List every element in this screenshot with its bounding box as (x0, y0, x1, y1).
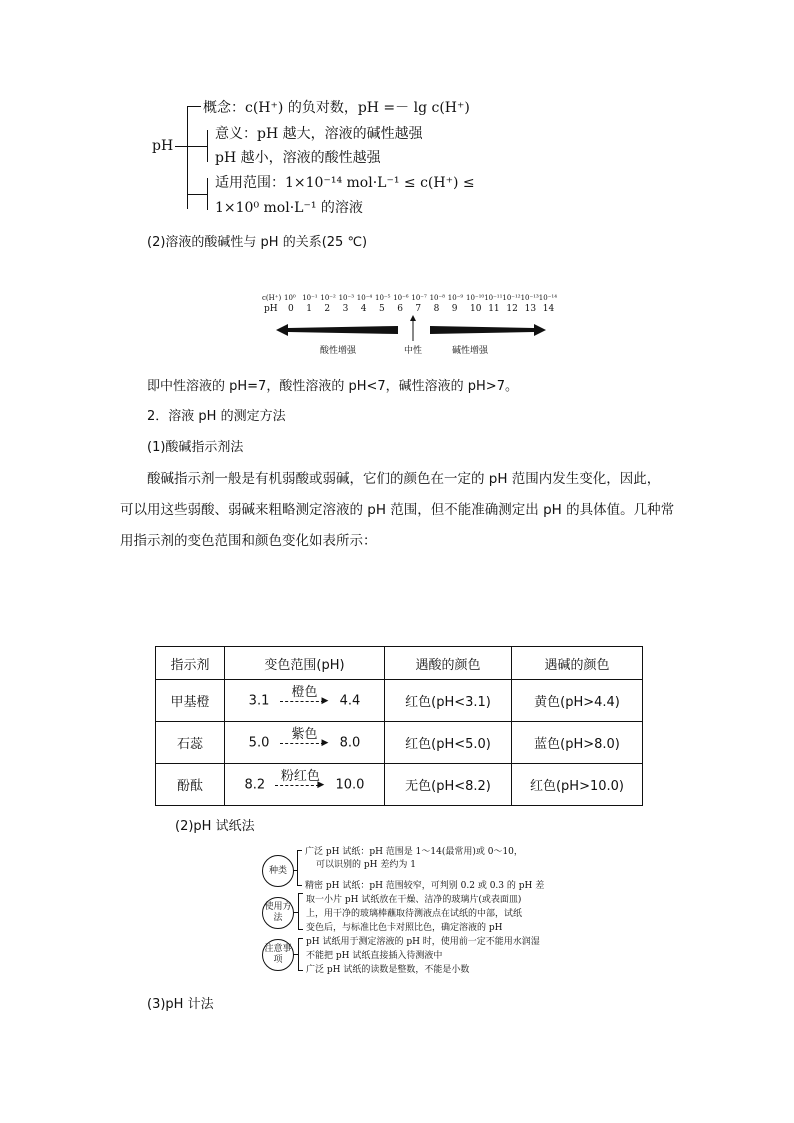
range-cell: 5.0 紫色 ▶ 8.0 (225, 722, 385, 764)
ph-root-label: pH (152, 138, 174, 154)
use-line-2: 上，用干净的玻璃棒蘸取待测液点在试纸的中部，试纸 (306, 909, 523, 919)
note-line-1: pH 试纸用于测定溶液的 pH 时，使用前一定不能用水润湿 (306, 937, 540, 947)
ph-tick-label: 12 (506, 304, 518, 314)
ch-tick-label: 10⁻⁷ (411, 294, 427, 302)
subsection-1-heading: (1)酸碱指示剂法 (147, 440, 244, 455)
meaning-line-2: pH 越小，溶液的酸性越强 (215, 150, 381, 166)
table-header-row (156, 647, 643, 680)
range-line-1: 适用范围：1×10⁻¹⁴ mol·L⁻¹ ≤ c(H⁺) ≤ (215, 175, 475, 191)
acid-label: 酸性增强 (320, 346, 357, 356)
note-line-2: 不能把 pH 试纸直接插入待测液中 (306, 951, 443, 961)
indicator-name: 石蕊 (156, 722, 225, 764)
range-cell: 8.2 粉红色 ▶ 10.0 (225, 764, 385, 806)
use-line-3: 变色后，与标准比色卡对照比色，确定溶液的 pH (306, 923, 503, 933)
ph-tick-label: 2 (324, 304, 331, 314)
indicator-table (155, 646, 643, 806)
table-row (156, 680, 643, 722)
subsection-3-heading: (3)pH 计法 (147, 997, 214, 1012)
base-color: 红色(pH>10.0) (512, 764, 643, 806)
base-color: 蓝色(pH>8.0) (512, 722, 643, 764)
ch-tick-label: 10⁻³ (338, 294, 355, 302)
range-line-2: 1×10⁰ mol·L⁻¹ 的溶液 (215, 200, 363, 216)
ph-tick-label: 6 (397, 304, 403, 314)
note-circle: 注意事项 (262, 939, 294, 971)
indicator-name: 甲基橙 (156, 680, 225, 722)
concept-line: 概念：c(H⁺) 的负对数，pH =－ lg c(H⁺) (203, 100, 470, 116)
range-color: 橙色 (291, 684, 318, 700)
range-color: 粉红色 (280, 768, 320, 784)
base-color: 黄色(pH>4.4) (512, 680, 643, 722)
base-arrow (430, 323, 546, 337)
kinds-line-2: 可以识别的 pH 差约为 1 (316, 860, 416, 870)
ph-label: pH (264, 304, 278, 314)
section-title-2: (2)溶液的酸碱性与 pH 的关系(25 ℃) (147, 235, 368, 250)
ch-tick-label: 10⁻⁸ (429, 294, 446, 302)
kinds-circle: 种类 (262, 855, 294, 887)
subsection-2-heading: (2)pH 试纸法 (175, 819, 255, 834)
ch-label: c(H⁺) (262, 294, 282, 302)
ch-tick-label: 10⁰ (284, 294, 296, 302)
ph-tick-label: 5 (379, 304, 385, 314)
ph-tick-label: 13 (524, 304, 537, 314)
header-base: 遇碱的颜色 (512, 647, 643, 680)
ph-tick-label: 8 (433, 304, 440, 314)
range-color: 紫色 (291, 726, 318, 742)
neutral-sentence: 即中性溶液的 pH=7，酸性溶液的 pH<7，碱性溶液的 pH>7。 (147, 379, 518, 394)
ch-tick-label: 10⁻¹² (502, 294, 521, 302)
paragraph-line-1: 酸碱指示剂一般是有机弱酸或弱碱，它们的颜色在一定的 pH 范围内发生变化，因此， (147, 471, 661, 487)
ph-tick-label: 9 (451, 304, 458, 314)
indicator-name: 酚酞 (156, 764, 225, 806)
ch-tick-label: 10⁻⁵ (375, 294, 391, 302)
ch-tick-label: 10⁻⁴ (356, 294, 373, 302)
acid-color: 无色(pH<8.2) (385, 764, 512, 806)
ch-tick-label: 10⁻¹⁴ (538, 294, 558, 302)
ch-tick-label: 10⁻⁶ (393, 294, 409, 302)
ch-tick-label: 10⁻¹ (302, 294, 318, 302)
header-range: 变色范围(pH) (225, 647, 385, 680)
section-2-heading: 2．溶液 pH 的测定方法 (147, 409, 286, 424)
use-line-1: 取一小片 pH 试纸放在干燥、洁净的玻璃片(或表面皿) (306, 895, 522, 905)
ph-tick-label: 14 (542, 304, 555, 314)
neutral-arrow (408, 315, 418, 341)
ph-tick-label: 7 (415, 304, 422, 314)
brace-stem (175, 146, 187, 147)
meaning-line-1: 意义：pH 越大，溶液的碱性越强 (215, 126, 423, 142)
ph-tick-label: 4 (360, 304, 367, 314)
ch-tick-label: 10⁻² (320, 294, 336, 302)
base-label: 碱性增强 (452, 346, 489, 356)
ph-tick-label: 10 (470, 304, 482, 314)
ph-tick-label: 0 (288, 304, 294, 314)
paragraph-line-2: 可以用这些弱酸、弱碱来粗略测定溶液的 pH 范围，但不能准确测定出 pH 的具体值。几种常 (120, 502, 675, 518)
kinds-line-3: 精密 pH 试纸：pH 范围较窄，可判别 0.2 或 0.3 的 pH 差 (305, 881, 545, 891)
table-row (156, 764, 643, 806)
header-acid: 遇酸的颜色 (385, 647, 512, 680)
ch-tick-label: 10⁻¹⁰ (466, 294, 485, 302)
acid-arrow (276, 323, 400, 337)
ph-tick-label: 3 (342, 304, 349, 314)
use-circle: 使用方法 (262, 897, 294, 929)
acid-color: 红色(pH<3.1) (385, 680, 512, 722)
note-line-3: 广泛 pH 试纸的读数是整数，不能是小数 (306, 965, 470, 975)
ch-tick-label: 10⁻¹³ (520, 294, 539, 302)
neutral-label: 中性 (404, 346, 423, 356)
paragraph-line-3: 用指示剂的变色范围和颜色变化如表所示： (120, 533, 377, 549)
kinds-line-1: 广泛 pH 试纸：pH 范围是 1～14(最常用)或 0～10， (305, 847, 523, 857)
ph-tick-label: 1 (306, 304, 312, 314)
ch-tick-label: 10⁻¹¹ (484, 294, 503, 302)
ch-tick-label: 10⁻⁹ (447, 294, 464, 302)
ph-tick-label: 11 (488, 304, 500, 314)
range-cell: 3.1 橙色 ▶ 4.4 (225, 680, 385, 722)
table-row (156, 722, 643, 764)
header-indicator: 指示剂 (156, 647, 225, 680)
acid-color: 红色(pH<5.0) (385, 722, 512, 764)
